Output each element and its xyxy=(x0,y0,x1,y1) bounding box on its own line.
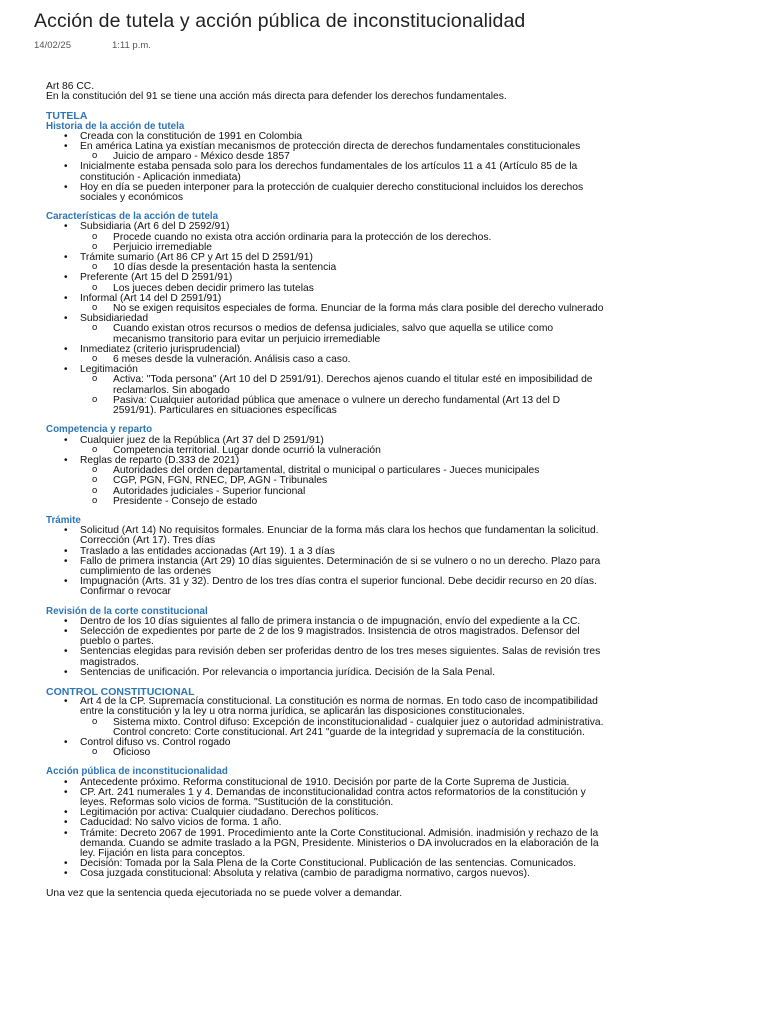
list-item: • Sentencias de unificación. Por relevancia o importancia jurídica. Decisión de la Sala Penal. xyxy=(46,668,606,678)
intro-line: Art 86 CC. xyxy=(46,81,95,92)
list-item: • Inicialmente estaba pensada solo para los derechos fundamentales de los artículos 11 a 41 (Artículo 85 de la constitución - Aplicación inmediata) xyxy=(46,162,606,182)
list-item: • Preferente (Art 15 del D 2591/91) xyxy=(46,273,606,283)
list-item: • Subsidiariedad xyxy=(46,314,606,324)
list-subitem: o Cuando existan otros recursos o medios de defensa judiciales, salvo que aquella se utilice como mecanismo transitorio para evitar un perjuicio irremediable xyxy=(46,324,606,344)
list-subitem: o Los jueces deben decidir primero las tutelas xyxy=(46,284,606,294)
note-date: 14/02/25 xyxy=(34,40,71,51)
list-subitem: o Sistema mixto. Control difuso: Excepción de inconstitucionalidad - cualquier juez o autoridad administrativa. xyxy=(46,718,606,728)
list-caracteristicas xyxy=(46,222,606,416)
list-item: • Cosa juzgada constitucional: Absoluta y relativa (cambio de paradigma normativo, cargos nuevos). xyxy=(46,869,606,879)
list-item: • Caducidad: No salvo vicios de forma. 1 año. xyxy=(46,818,606,828)
list-tramite xyxy=(46,526,606,597)
list-item: • Fallo de primera instancia (Art 29) 10 días siguientes. Determinación de si se vulnero o no un derecho. Plazo para cumplimiento de las ordenes xyxy=(46,557,606,577)
list-item: • Dentro de los 10 días siguientes al fallo de primera instancia o de impugnación, envío del expediente a la CC. xyxy=(46,617,606,627)
note-meta xyxy=(34,40,768,52)
heading-control: CONTROL CONSTITUCIONAL xyxy=(46,685,195,698)
list-historia xyxy=(46,132,606,203)
list-item: • Reglas de reparto (D.333 de 2021) xyxy=(46,456,606,466)
list-item: • Legitimación por activa: Cualquier ciudadano. Derechos políticos. xyxy=(46,808,606,818)
list-subitem: o Autoridades judiciales - Superior funcional xyxy=(46,487,606,497)
list-item: • Antecedente próximo. Reforma constitucional de 1910. Decisión por parte de la Corte Suprema de Justicia. xyxy=(46,778,606,788)
list-subitem: o Pasiva: Cualquier autoridad pública que amenace o vulnere un derecho fundamental (Art 13 del D 2591/91). Particulares en situaciones específicas xyxy=(46,396,606,416)
intro-line: En la constitución del 91 se tiene una acción más directa para defender los derechos fundamentales. xyxy=(46,91,507,103)
list-subitem: o Presidente - Consejo de estado xyxy=(46,497,606,507)
list-subitem-text: Control concreto: Corte constitucional. Art 241 "guarde de la integridad y supremacía de la constitución. xyxy=(113,726,585,738)
list-subitem: o Oficioso xyxy=(46,748,606,758)
list-subitem: o 6 meses desde la vulneración. Análisis caso a caso. xyxy=(46,355,606,365)
note-body[interactable] xyxy=(46,82,606,899)
heading-revision: Revisión de la corte constitucional xyxy=(46,605,208,617)
list-item: • Cualquier juez de la República (Art 37 del D 2591/91) xyxy=(46,436,606,446)
list-item: • Solicitud (Art 14) No requisitos formales. Enunciar de la forma más clara los hechos que fundamentan la solicitud. Corrección (Art 17). Tres días xyxy=(46,526,606,546)
list-item: • Informal (Art 14 del D 2591/91) xyxy=(46,294,606,304)
heading-caracteristicas: Características de la acción de tutela xyxy=(46,211,219,223)
list-competencia xyxy=(46,436,606,507)
list-item: • Subsidiaria (Art 6 del D 2592/91) xyxy=(46,222,606,232)
heading-tramite: Trámite xyxy=(46,514,81,526)
heading-historia: Historia de la acción de tutela xyxy=(46,120,185,132)
list-item: • Impugnación (Arts. 31 y 32). Dentro de los tres días contra el superior funcional. Debe decidir recurso en 20 días. Confirmar o revocar xyxy=(46,577,606,597)
list-revision xyxy=(46,617,606,678)
list-item: • CP. Art. 241 numerales 1 y 4. Demandas de inconstitucionalidad contra actos reformatorios de la constitución y leyes. Reformas solo vicios de forma. "Sustitución de la constitución. xyxy=(46,788,606,808)
list-item: • Selección de expedientes por parte de 2 de los 9 magistrados. Insistencia de otros magistrados. Defensor del pueblo o partes. xyxy=(46,627,606,647)
list-subitem: o Procede cuando no exista otra acción ordinaria para la protección de los derechos. xyxy=(46,233,606,243)
list-subitem: o Juicio de amparo - México desde 1857 xyxy=(46,152,606,162)
list-item: • En américa Latina ya existían mecanismos de protección directa de derechos fundamentales constitucionales xyxy=(46,142,606,152)
page-title[interactable]: Acción de tutela y acción pública de inconstitucionalidad xyxy=(34,10,526,32)
list-subitem: o Autoridades del orden departamental, distrital o municipal o particulares - Jueces municipales xyxy=(46,466,606,476)
list-item: • Control difuso vs. Control rogado xyxy=(46,738,606,748)
list-item: • Inmediatez (criterio jurisprudencial) xyxy=(46,345,606,355)
heading-accion-publica: Acción pública de inconstitucionalidad xyxy=(46,766,228,778)
list-subitem: o 10 días desde la presentación hasta la sentencia xyxy=(46,263,606,273)
list-item: • Sentencias elegidas para revisión deben ser proferidas dentro de los tres meses siguientes. Salas de revisión tres magistrados. xyxy=(46,647,606,667)
list-item: • Legitimación xyxy=(46,365,606,375)
list-item: • Decisión: Tomada por la Sala Plena de la Corte Constitucional. Publicación de las sentencias. Comunicados. xyxy=(46,859,606,869)
note-time: 1:11 p.m. xyxy=(112,40,151,51)
list-accion-publica xyxy=(46,778,606,880)
list-subitem: o Perjuicio irremediable xyxy=(46,243,606,253)
list-control xyxy=(46,697,606,758)
list-item: • Traslado a las entidades accionadas (Art 19). 1 a 3 días xyxy=(46,547,606,557)
list-subitem: o CGP, PGN, FGN, RNEC, DP, AGN - Tribunales xyxy=(46,476,606,486)
list-item: • Art 4 de la CP. Supremacía constitucional. La constitución es norma de normas. En todo caso de incompatibilidad entre la constitución y la ley u otra norma jurídica, se aplicarán las disposiciones constitucionales. xyxy=(46,697,606,717)
heading-tutela: TUTELA xyxy=(46,110,88,123)
list-subitem: o Competencia territorial. Lugar donde ocurrió la vulneración xyxy=(46,446,606,456)
list-item: • Creada con la constitución de 1991 en Colombia xyxy=(46,132,606,142)
list-item: • Hoy en día se pueden interponer para la protección de cualquier derecho constitucional incluidos los derechos sociales y económicos xyxy=(46,183,606,203)
list-item: • Trámite: Decreto 2067 de 1991. Procedimiento ante la Corte Constitucional. Admisión. inadmisión y rechazo de la demanda. Cuando se admite traslado a la PGN, Presidente. Ministerios o DA involucrados en la elaboración de la ley. Fijación en lista para conceptos. xyxy=(46,829,606,860)
closing-line: Una vez que la sentencia queda ejecutoriada no se puede volver a demandar. xyxy=(46,887,403,899)
list-item: • Trámite sumario (Art 86 CP y Art 15 del D 2591/91) xyxy=(46,253,606,263)
heading-competencia: Competencia y reparto xyxy=(46,424,153,436)
list-subitem: o No se exigen requisitos especiales de forma. Enunciar de la forma más clara posible del derecho vulnerado xyxy=(46,304,606,314)
list-subitem: o Activa: "Toda persona" (Art 10 del D 2591/91). Derechos ajenos cuando el titular esté en imposibilidad de reclamarlos. Sin abogado xyxy=(46,375,606,395)
